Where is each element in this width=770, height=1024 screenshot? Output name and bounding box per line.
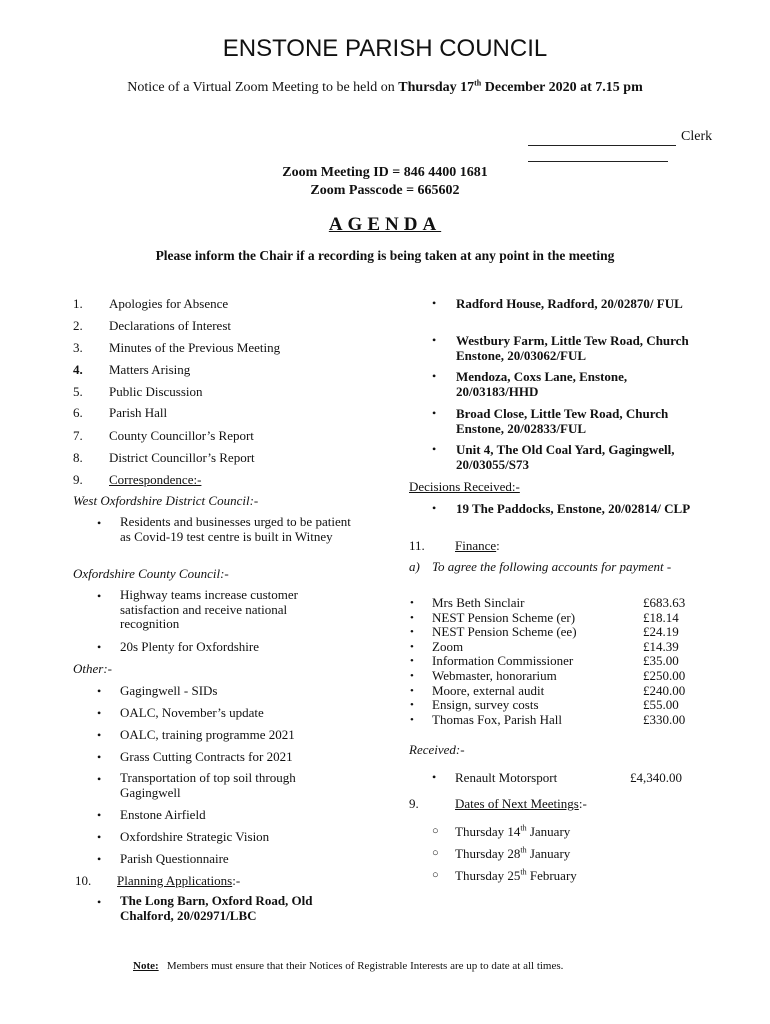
other-item: Enstone Airfield	[120, 807, 206, 822]
wodc-item: Residents and businesses urged to be patient as Covid-19 test centre is built in Witney	[120, 514, 351, 544]
payment-amount: £24.19	[643, 624, 679, 640]
planning-heading-text: Planning Applications	[117, 873, 233, 888]
bullet-icon: •	[410, 626, 414, 639]
footer-note-label: Note:	[133, 960, 159, 972]
meeting-date-month: January	[526, 846, 571, 861]
payment-row	[410, 669, 710, 684]
bullet-icon: •	[432, 406, 437, 420]
payment-payee: Zoom	[432, 638, 464, 654]
recording-notice: Please inform the Chair if a recording is being taken at any point in the meeting	[155, 248, 615, 263]
next-meetings-heading	[455, 796, 587, 812]
occ-item: Highway teams increase customer satisfaction and receive national recognition	[120, 587, 298, 631]
payment-amount: £55.00	[643, 697, 679, 713]
bullet-icon: •	[432, 333, 437, 347]
date-signature-line	[528, 161, 668, 162]
next-meetings-heading-text: Dates of Next Meetings	[455, 796, 579, 811]
payment-payee: Ensign, survey costs	[432, 697, 539, 713]
planning-application: The Long Barn, Oxford Road, Old Chalford, 20/02971/LBC	[120, 893, 313, 923]
bullet-icon: •	[410, 611, 414, 624]
finance-sub-text: To agree the following accounts for payment -	[432, 559, 672, 574]
agenda-item-number: 4.	[73, 362, 83, 377]
payment-payee: Thomas Fox, Parish Hall	[432, 711, 562, 727]
next-meetings-number: 9.	[409, 796, 419, 811]
agenda-item-number: 7.	[73, 428, 83, 443]
notice-day-suffix: th	[474, 78, 482, 88]
bullet-icon: •	[410, 640, 414, 653]
agenda-item-number: 1.	[73, 296, 83, 311]
agenda-item-text: Minutes of the Previous Meeting	[109, 340, 281, 355]
bullet-icon: •	[432, 442, 437, 456]
planning-application: Westbury Farm, Little Tew Road, Church Enstone, 20/03062/FUL	[456, 333, 689, 363]
meeting-date	[455, 824, 570, 840]
planning-application: Mendoza, Coxs Lane, Enstone, 20/03183/HHD	[456, 369, 628, 399]
bullet-icon: •	[97, 640, 102, 654]
document-title: ENSTONE PARISH COUNCIL	[222, 35, 548, 62]
bullet-icon: •	[97, 516, 102, 530]
finance-heading-suffix: :	[496, 538, 500, 553]
other-item: Grass Cutting Contracts for 2021	[120, 749, 293, 764]
bullet-icon: •	[432, 770, 437, 784]
other-item: Transportation of top soil through Gagingwell	[120, 770, 296, 800]
agenda-heading: AGENDA	[328, 214, 442, 235]
meeting-date-day: Thursday 25	[455, 868, 521, 883]
planning-application: Radford House, Radford, 20/02870/ FUL	[456, 296, 683, 311]
bullet-icon: •	[410, 684, 414, 697]
agenda-item-number: 2.	[73, 318, 83, 333]
other-item: Parish Questionnaire	[120, 851, 229, 866]
meeting-date-suffix: th	[520, 845, 527, 855]
payment-payee: Information Commissioner	[432, 653, 574, 669]
payment-row	[410, 625, 710, 640]
agenda-item-number: 5.	[73, 384, 83, 399]
bullet-icon: •	[97, 852, 102, 866]
planning-heading	[117, 873, 240, 889]
planning-number: 10.	[75, 873, 92, 888]
bullet-icon: •	[97, 728, 102, 742]
zoom-passcode: Zoom Passcode = 665602	[310, 183, 460, 198]
bullet-icon: •	[410, 597, 414, 609]
meeting-date	[455, 846, 570, 862]
bullet-icon: •	[97, 772, 102, 786]
circle-bullet-icon: ○	[432, 825, 439, 837]
payment-amount: £683.63	[643, 595, 686, 610]
bullet-icon: •	[410, 655, 414, 668]
meeting-date-month: January	[526, 824, 571, 839]
circle-bullet-icon: ○	[432, 847, 439, 859]
planning-application: Broad Close, Little Tew Road, Church Enstone, 20/02833/FUL	[456, 406, 669, 436]
meeting-date-day: Thursday 14	[455, 824, 521, 839]
bullet-icon: •	[410, 713, 414, 726]
occ-item: 20s Plenty for Oxfordshire	[120, 639, 260, 654]
other-heading: Other:-	[73, 661, 112, 676]
finance-heading-text: Finance	[455, 538, 497, 553]
footer-note	[133, 959, 563, 973]
payment-amount: £35.00	[643, 653, 679, 669]
finance-sub-label: a)	[409, 559, 420, 574]
planning-heading-suffix: :-	[232, 873, 241, 888]
decisions-heading: Decisions Received:-	[409, 479, 520, 494]
finance-heading	[455, 538, 500, 554]
agenda-item-text: County Councillor’s Report	[109, 428, 254, 443]
meeting-date	[455, 868, 577, 884]
payment-payee: Webmaster, honorarium	[432, 668, 557, 683]
planning-application: Unit 4, The Old Coal Yard, Gagingwell, 20/03055/S73	[456, 442, 675, 472]
decision-item: 19 The Paddocks, Enstone, 20/02814/ CLP	[456, 501, 691, 516]
bullet-icon: •	[97, 830, 102, 844]
notice-day: Thursday 17	[398, 80, 475, 95]
clerk-signature-line	[528, 145, 676, 146]
wodc-heading: West Oxfordshire District Council:-	[73, 493, 259, 508]
other-item: Gagingwell - SIDs	[120, 683, 218, 698]
bullet-icon: •	[432, 501, 437, 515]
agenda-item-text: Matters Arising	[109, 362, 191, 377]
other-item: OALC, training programme 2021	[120, 727, 295, 742]
payment-payee: NEST Pension Scheme (ee)	[432, 624, 577, 640]
bullet-icon: •	[432, 369, 437, 383]
payment-amount: £250.00	[643, 668, 686, 683]
meeting-date-suffix: th	[520, 823, 527, 833]
payment-amount: £240.00	[643, 682, 686, 698]
payment-amount: £18.14	[643, 609, 679, 625]
bullet-icon: •	[432, 296, 437, 310]
payment-payee: Moore, external audit	[432, 682, 545, 698]
agenda-item-text: Correspondence:-	[109, 472, 202, 487]
meeting-date-day: Thursday 28	[455, 846, 521, 861]
agenda-item-text: Apologies for Absence	[109, 296, 229, 311]
meeting-notice	[0, 80, 770, 96]
notice-prefix: Notice of a Virtual Zoom Meeting to be held on	[127, 80, 399, 95]
bullet-icon: •	[410, 670, 414, 682]
other-item: OALC, November’s update	[120, 705, 264, 720]
agenda-item-text: District Councillor’s Report	[109, 450, 255, 465]
received-heading: Received:-	[409, 742, 465, 757]
payment-payee: NEST Pension Scheme (er)	[432, 609, 576, 625]
agenda-item-number: 8.	[73, 450, 83, 465]
bullet-icon: •	[410, 699, 414, 712]
agenda-item-text: Declarations of Interest	[109, 318, 232, 333]
payment-row	[410, 596, 710, 611]
bullet-icon: •	[97, 684, 102, 698]
clerk-label: Clerk	[681, 129, 713, 144]
bullet-icon: •	[97, 706, 102, 720]
other-item: Oxfordshire Strategic Vision	[120, 829, 270, 844]
bullet-icon: •	[97, 589, 102, 603]
received-amount: £4,340.00	[630, 770, 682, 785]
circle-bullet-icon: ○	[432, 869, 439, 881]
agenda-item-text: Parish Hall	[109, 405, 168, 420]
footer-note-text: Members must ensure that their Notices of Registrable Interests are up to date at all times.	[166, 960, 564, 972]
bullet-icon: •	[97, 808, 102, 822]
agenda-item-number: 3.	[73, 340, 83, 355]
agenda-item-number: 6.	[73, 405, 83, 420]
next-meetings-heading-suffix: :-	[578, 796, 587, 811]
bullet-icon: •	[97, 895, 102, 909]
finance-number: 11.	[409, 538, 425, 553]
agenda-item-number: 9.	[73, 472, 83, 487]
occ-heading: Oxfordshire County Council:-	[73, 566, 229, 581]
notice-date-rest: December 2020 at 7.15 pm	[481, 80, 643, 95]
payment-payee: Mrs Beth Sinclair	[432, 595, 525, 610]
payment-amount: £14.39	[643, 638, 679, 654]
meeting-date-suffix: th	[520, 867, 527, 877]
payment-row	[410, 698, 710, 713]
received-payer: Renault Motorsport	[455, 770, 558, 785]
meeting-date-month: February	[526, 868, 577, 883]
payment-row	[410, 713, 710, 728]
payment-amount: £330.00	[643, 711, 686, 727]
bullet-icon: •	[97, 750, 102, 764]
agenda-item-text: Public Discussion	[109, 384, 203, 399]
zoom-meeting-id: Zoom Meeting ID = 846 4400 1681	[282, 165, 488, 180]
